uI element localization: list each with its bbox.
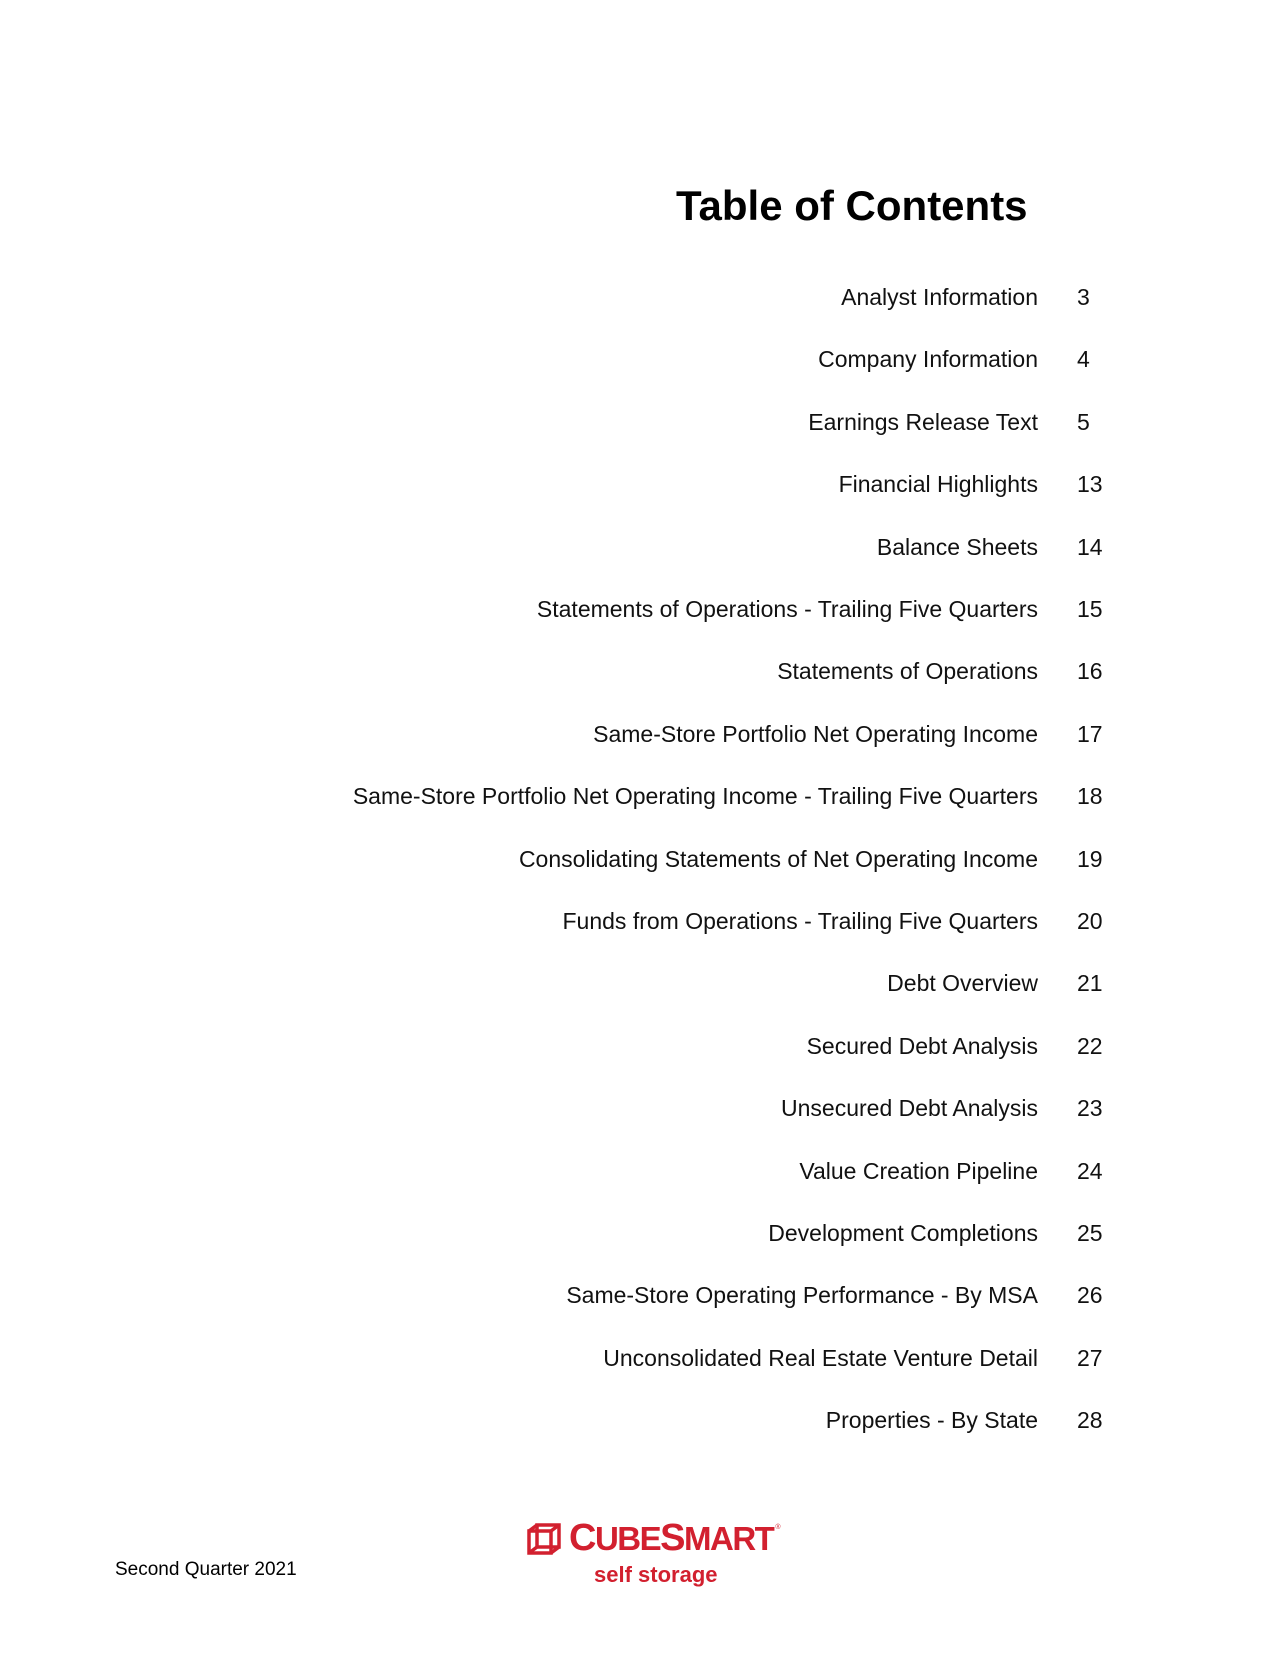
toc-entry-label: Same-Store Portfolio Net Operating Income - Trailing Five Quarters (352, 783, 1038, 810)
toc-entry-label: Secured Debt Analysis (806, 1032, 1038, 1059)
toc-entry-label: Funds from Operations - Trailing Five Quarters (562, 908, 1038, 934)
toc-entry-label: Unsecured Debt Analysis (781, 1095, 1038, 1122)
toc-entry[interactable] (0, 1031, 1280, 1065)
toc-entry[interactable] (0, 719, 1280, 753)
toc-entry-page: 3 (1077, 284, 1090, 310)
toc-entry[interactable] (0, 968, 1280, 1002)
toc-entry[interactable] (0, 1093, 1280, 1127)
toc-entry-label: Development Completions (768, 1220, 1038, 1246)
toc-entry[interactable] (0, 906, 1280, 940)
toc-entry[interactable] (0, 532, 1280, 566)
toc-entry-label: Company Information (818, 346, 1038, 373)
toc-entry-label: Debt Overview (887, 970, 1038, 997)
toc-entry-label: Statements of Operations (777, 658, 1038, 685)
toc-entry[interactable] (0, 344, 1280, 378)
toc-entry-page: 25 (1077, 1220, 1103, 1246)
toc-entry-page: 27 (1077, 1344, 1103, 1371)
toc-entry[interactable] (0, 407, 1280, 441)
toc-entry-page: 15 (1077, 596, 1103, 622)
toc-entry[interactable] (0, 781, 1280, 815)
toc-entry-page: 22 (1077, 1032, 1103, 1059)
toc-entry-page: 19 (1077, 845, 1103, 872)
toc-entry-label: Balance Sheets (876, 533, 1038, 560)
toc-entry-page: 26 (1077, 1282, 1103, 1309)
cube-icon (526, 1522, 562, 1558)
toc-entry[interactable] (0, 1156, 1280, 1190)
toc-entry-label: Financial Highlights (838, 471, 1038, 498)
toc-entry[interactable] (0, 1405, 1280, 1439)
toc-entry-label: Properties - By State (825, 1407, 1038, 1434)
toc-entry-label: Same-Store Operating Performance - By MSA (566, 1282, 1038, 1309)
toc-entry-page: 20 (1077, 908, 1103, 934)
toc-entry-label: Earnings Release Text (808, 408, 1038, 435)
toc-entry[interactable] (0, 656, 1280, 690)
toc-entry-page: 17 (1077, 720, 1103, 747)
logo-wordmark: CUBESMART (569, 1517, 774, 1559)
toc-entry-page: 21 (1077, 970, 1103, 997)
toc-entry-page: 16 (1077, 658, 1103, 685)
toc-entry-label: Analyst Information (841, 284, 1038, 310)
logo-wordmark-row (569, 1517, 781, 1559)
toc-entry-label: Statements of Operations - Trailing Five Quarters (536, 596, 1038, 622)
cubesmart-logo (526, 1517, 781, 1594)
logo-tagline: self storage (594, 1562, 718, 1587)
toc-entry-page: 24 (1077, 1157, 1103, 1184)
toc-entry[interactable] (0, 1280, 1280, 1314)
toc-entry-page: 5 (1077, 408, 1090, 435)
toc-entry[interactable] (0, 1343, 1280, 1377)
toc-entry-page: 18 (1077, 783, 1103, 810)
toc-entry-page: 13 (1077, 471, 1103, 498)
toc-entry-label: Consolidating Statements of Net Operating Income (518, 845, 1038, 872)
toc-entry-label: Value Creation Pipeline (799, 1157, 1038, 1184)
registered-mark: ® (775, 1524, 781, 1531)
toc-entry-label: Same-Store Portfolio Net Operating Income (593, 720, 1038, 747)
footer-period: Second Quarter 2021 (115, 1559, 297, 1580)
toc-entry-page: 4 (1077, 346, 1090, 373)
toc-entry-page: 23 (1077, 1095, 1103, 1122)
toc-entry[interactable] (0, 1218, 1280, 1252)
page-title: Table of Contents (676, 182, 1028, 229)
toc-entry[interactable] (0, 844, 1280, 878)
toc-entry[interactable] (0, 594, 1280, 628)
toc-entry[interactable] (0, 282, 1280, 316)
toc-entry-page: 28 (1077, 1407, 1103, 1434)
toc-entry-label: Unconsolidated Real Estate Venture Detail (603, 1344, 1038, 1371)
toc-entry-page: 14 (1077, 533, 1103, 560)
toc-entry[interactable] (0, 469, 1280, 503)
